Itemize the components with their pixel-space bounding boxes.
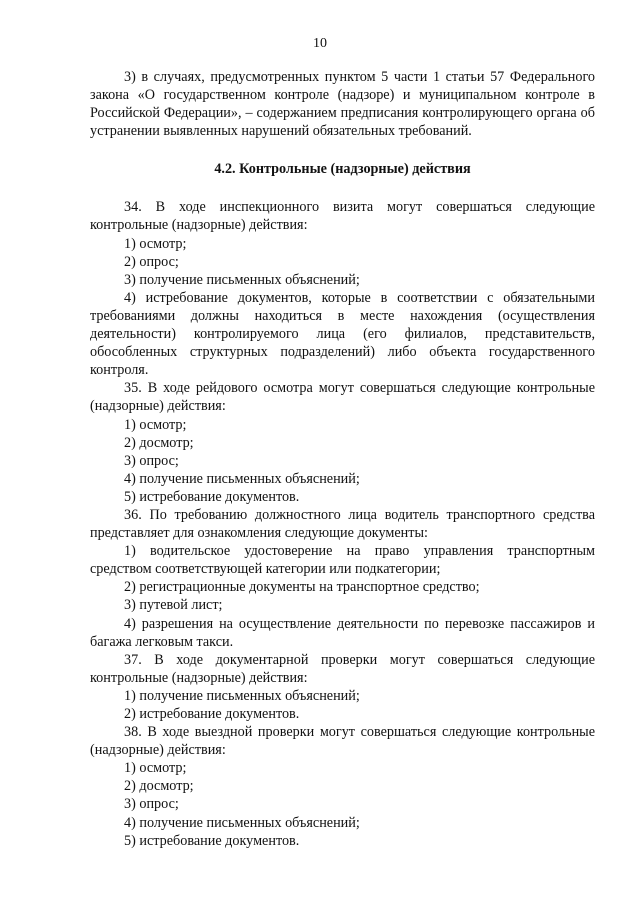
list-item: 4) получение письменных объяснений;	[124, 470, 360, 487]
list-item: 5) истребование документов.	[124, 488, 300, 505]
paragraph-35: 35. В ходе рейдового осмотра могут совершаться следующие контрольные (надзорные) действия:	[90, 380, 595, 415]
document-body	[90, 68, 595, 850]
list-item: 3) опрос;	[124, 796, 179, 813]
list-item: 4) получение письменных объяснений;	[124, 814, 360, 831]
paragraph-34: 34. В ходе инспекционного визита могут совершаться следующие контрольные (надзорные) действия:	[90, 199, 595, 234]
paragraph-36: 36. По требованию должностного лица водитель транспортного средства представляет для ознакомления следующие документы:	[90, 506, 595, 542]
list-item: 5) истребование документов.	[124, 832, 300, 849]
list-item: 2) досмотр;	[124, 434, 194, 451]
list-item: 2) опрос;	[124, 253, 179, 270]
paragraph-38: 38. В ходе выездной проверки могут совершаться следующие контрольные (надзорные) действия:	[90, 724, 595, 759]
paragraph-37: 37. В ходе документарной проверки могут совершаться следующие контрольные (надзорные) действия:	[90, 651, 595, 686]
list-item: 1) осмотр;	[124, 760, 187, 777]
list-item: 2) досмотр;	[124, 778, 194, 795]
list-item: 3) путевой лист;	[124, 597, 223, 614]
list-item: 4) разрешения на осуществление деятельности по перевозке пассажиров и багажа легковым такси.	[90, 615, 595, 650]
intro-item: 3) в случаях, предусмотренных пунктом 5 части 1 статьи 57 Федерального закона «О государственном контроле (надзоре) и муниципальном контроле в Российской Федерации», – содержанием предписания контролирующего органа об устранении выявленных нарушений обязательных требований.	[90, 69, 595, 140]
list-item: 2) регистрационные документы на транспортное средство;	[124, 579, 480, 596]
list-item: 1) осмотр;	[124, 416, 187, 433]
list-item: 1) получение письменных объяснений;	[124, 687, 360, 704]
list-item: 3) опрос;	[124, 452, 179, 469]
list-item: 2) истребование документов.	[124, 706, 300, 722]
list-item: 1) водительское удостоверение на право управления транспортным средством соответствующей категории или подкатегории;	[90, 543, 595, 578]
list-item: 4) истребование документов, которые в соответствии с обязательными требованиями должны находиться в месте нахождения (осуществления деятельности) контролируемого лица (его филиалов, представительств, обособленных структурных подразделений) либо объекта государственного контроля.	[90, 289, 595, 379]
page-number: 10	[313, 36, 327, 51]
list-item: 1) осмотр;	[124, 235, 187, 252]
section-heading: 4.2. Контрольные (надзорные) действия	[214, 161, 471, 178]
list-item: 3) получение письменных объяснений;	[124, 271, 360, 288]
